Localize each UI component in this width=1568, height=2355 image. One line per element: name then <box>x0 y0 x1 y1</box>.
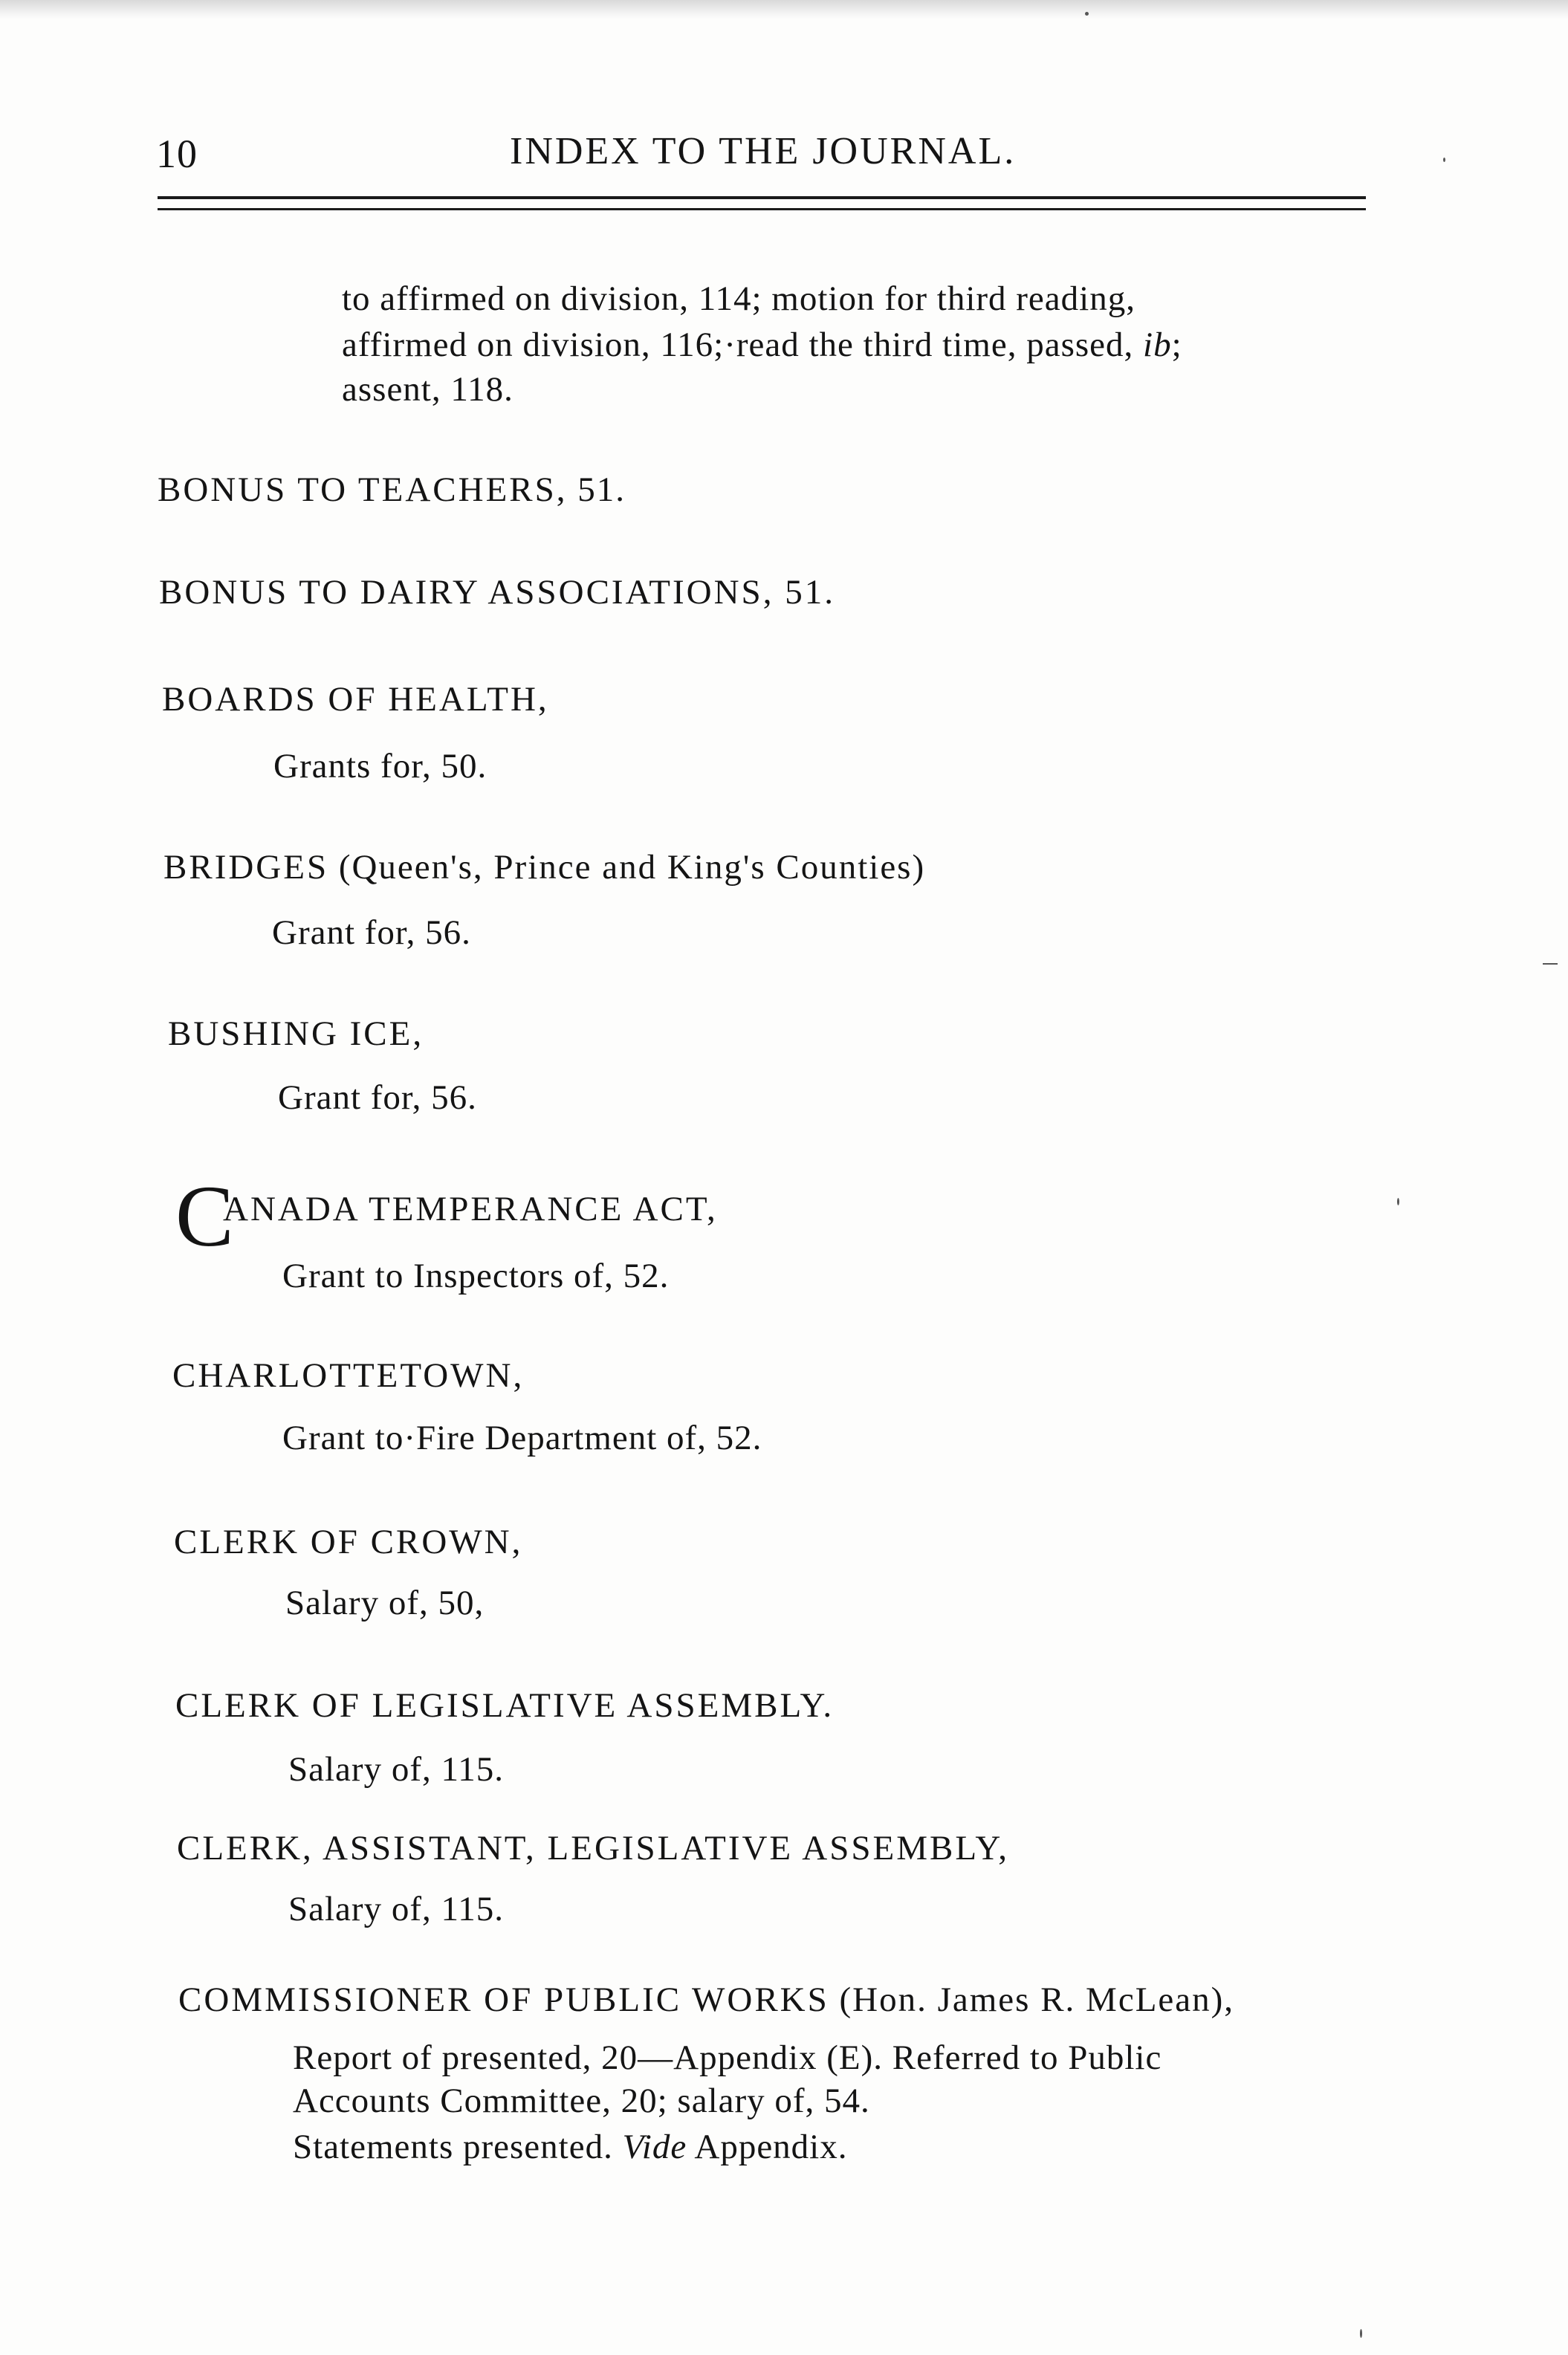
index-entry-heading <box>162 676 549 722</box>
entry-qualifier: (Queen's, Prince and King's Counties) <box>328 848 926 887</box>
ibid-abbrev: ib <box>1143 325 1172 364</box>
scan-top-edge <box>0 0 1568 19</box>
entry-heading-text: CHARLOTTETOWN, <box>172 1356 525 1395</box>
entry-heading-text: BRIDGES <box>163 848 329 887</box>
index-subentry-line: Accounts Committee, 20; salary of, 54. <box>293 2082 870 2120</box>
index-entry-heading <box>178 1977 1234 2023</box>
entry-heading-text: BOARDS OF HEALTH, <box>162 680 549 719</box>
index-subentry: Salary of, 115. <box>288 1750 504 1789</box>
index-subentry: Grant for, 56. <box>278 1078 477 1117</box>
entry-heading-text: CLERK, ASSISTANT, LEGISLATIVE ASSEMBLY, <box>177 1829 1009 1868</box>
index-subentry: Grant for, 56. <box>272 913 471 952</box>
running-head: INDEX TO THE JOURNAL. <box>510 130 1017 172</box>
entry-heading-text: COMMISSIONER OF PUBLIC WORKS <box>178 1980 829 2019</box>
index-entry-heading <box>223 1186 718 1232</box>
page-number: 10 <box>156 132 198 176</box>
header-rule-top <box>158 196 1366 199</box>
index-subentry: Salary of, 115. <box>288 1890 504 1928</box>
index-entry-heading <box>163 844 925 890</box>
index-entry-heading <box>168 1011 424 1057</box>
continuation-line-2-text: affirmed on division, 116;·read the third time, passed, <box>342 325 1144 364</box>
index-entry-heading <box>172 1353 524 1399</box>
subentry-text: Statements presented. <box>293 2128 623 2166</box>
drop-cap-initial: C <box>175 1167 234 1265</box>
vide-abbrev: Vide <box>622 2128 687 2166</box>
scan-speck <box>1443 158 1445 162</box>
continuation-line-2 <box>342 321 1182 369</box>
entry-heading-text: BONUS TO DAIRY ASSOCIATIONS, 51. <box>159 573 835 612</box>
index-subentry: Grants for, 50. <box>273 747 487 785</box>
continuation-line-2-end: ; <box>1171 325 1182 364</box>
index-subentry-line: Report of presented, 20—Appendix (E). Referred to Public <box>293 2038 1162 2077</box>
index-subentry: Salary of, 50, <box>285 1584 485 1622</box>
index-entry-heading <box>159 569 835 615</box>
continuation-line-3: assent, 118. <box>342 370 514 409</box>
scan-speck <box>1085 12 1089 16</box>
index-subentry: Grant to Inspectors of, 52. <box>282 1257 670 1295</box>
subentry-text-end: Appendix. <box>687 2128 848 2166</box>
header-rule-bottom <box>158 208 1366 210</box>
entry-heading-text: CLERK OF LEGISLATIVE ASSEMBLY. <box>175 1686 835 1725</box>
entry-heading-text: BONUS TO TEACHERS, <box>158 470 568 509</box>
continuation-line-1-text: to affirmed on division, 114; motion for third reading, <box>342 279 1135 318</box>
continuation-line-1 <box>342 275 1135 323</box>
index-entry-heading <box>174 1519 522 1565</box>
scan-speck <box>1543 963 1558 965</box>
entry-qualifier: (Hon. James R. McLean), <box>829 1980 1235 2019</box>
entry-page-ref: 51. <box>567 470 626 509</box>
entry-heading-text: CLERK OF CROWN, <box>174 1523 523 1561</box>
index-entry-heading <box>158 467 626 513</box>
index-subentry: Grant to·Fire Department of, 52. <box>282 1419 762 1457</box>
entry-heading-text: ANADA TEMPERANCE ACT, <box>223 1190 718 1228</box>
index-subentry-line <box>293 2124 848 2170</box>
scan-speck <box>1360 2329 1362 2338</box>
entry-heading-text: BUSHING ICE, <box>168 1014 424 1053</box>
index-entry-heading <box>177 1825 1009 1871</box>
scan-speck <box>1397 1198 1399 1205</box>
index-entry-heading <box>175 1682 834 1729</box>
